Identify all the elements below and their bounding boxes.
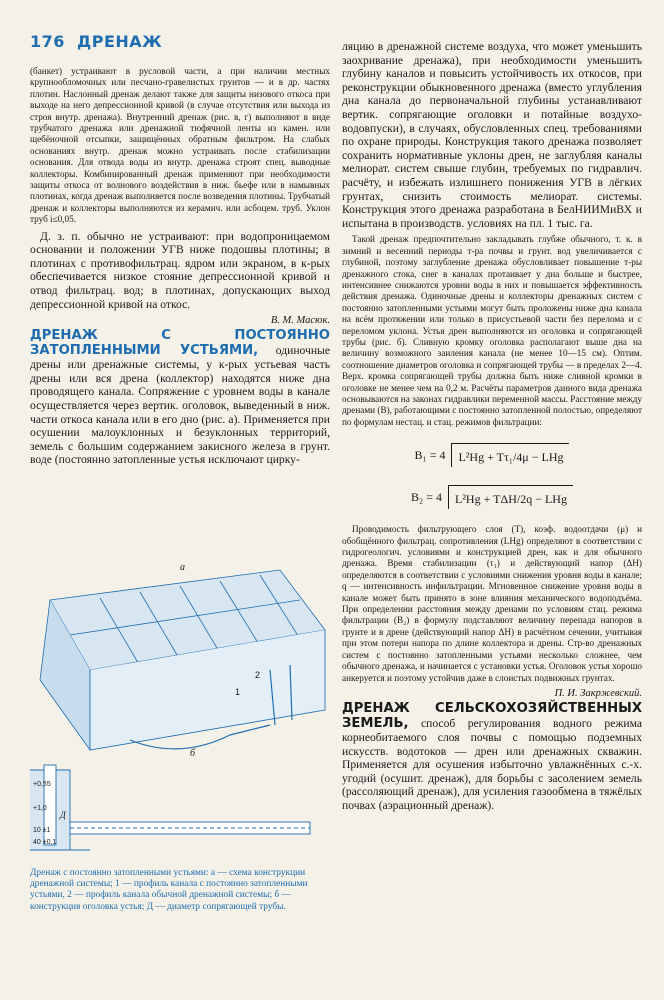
figure-label-1: 1 xyxy=(235,687,241,697)
right-column xyxy=(342,40,642,816)
figure-caption: Дренаж с постоянно затопленными устьями: а — схема конструкции дренажной системы; 1 — профиль канала с постоянно затопленными устьями, 2 — профиль канала обычной дренажной системы; б — конструкция оголовка устья; Д — диаметр сопрягающей трубы. xyxy=(30,868,308,912)
page-number: 176 xyxy=(30,32,65,51)
outlet-cross-section xyxy=(30,765,310,850)
term-body: одиночные дрены или дренажные системы, у к-рых устьевая часть дрены или вся дрена (коллектор) находятся ниже дна проводящего канала. Сопряжение с уровнем воды в канале осуществляется через вертик. оголовок, выведенный в ниж. части откоса канала или в его дно (рис. а). Применяется при осушении малоуклонных и безуклонных территорий, земель с большим содержанием закисного железа в грунт. воде (постоянно затопленные устья исключают цирку- xyxy=(30,344,330,467)
term-entry xyxy=(30,328,330,467)
term2-title: ДРЕНАЖ СЕЛЬСКОХОЗЯЙСТВЕННЫХ ЗЕМЕЛЬ, xyxy=(342,700,642,731)
right-paragraph-2: Такой дренаж предпочтительно закладывать глубже обычного, т. к. в зимний и весенний периоды т-ра почвы и грунт. вод увеличивается с глубиной, поэтому заглубление дренажа обусловливает повышение т-ры дренажного стока, снег в каналах протаивает у дна больше и быстрее, интенсивнее снижаются уровни воды в них и повышается эффективность действия дренажа. Одиночные дрены и коллекторы дренажных систем с постоянно затопленными устьями могут быть проложены ниже дна канала на всём протяжении или только в присустьевой части без перелома и с переломом уклона. Устья дрен выполняются из оголовка и сопрягающей трубы (рис. б). Сливную кромку оголовка располагают выше дна на величину возможного заиления канала (не менее 10—15 см). Оптим. соотношение диаметров оголовка и сопрягающей трубы — в пределах 2—4. Верх. кромка сопрягающей трубы должна быть ниже сливной кромки в оголовке не менее чем на 0,2 м. Расчёты параметров данного вида дренажа основываются на законах гидравлики переменной массы. Расстояние между дренами (B), работающими с постоянно затопленной полостью, определяют по формулам нестац. и стац. режимов фильтрации: xyxy=(342,234,642,427)
dimension-label-3: 10 ±1 xyxy=(33,827,51,834)
field-grid-drawing xyxy=(40,570,325,750)
term2-body: способ регулирования водного режима корнеобитаемого слоя почвы с помощью подземных искусств. водотоков — дрен или дренажных скважин. Применяется для осушения избыточно увлажнённых с.-х. угодий (осушит. дренаж), для борьбы с засолением земель (рассоляющий дренаж), для усиления газообмена в тяжёлых почвах (аэрационный дренаж). xyxy=(342,716,642,812)
formula-b1-lhs: B₁ = 4 xyxy=(414,447,446,462)
formula-block xyxy=(342,434,642,518)
term-title: ДРЕНАЖ С ПОСТОЯННО ЗАТОПЛЕННЫМИ УСТЬЯМИ, xyxy=(30,328,330,359)
figure-label-2: 2 xyxy=(255,670,261,680)
formula-b2-lhs: B₂ = 4 xyxy=(411,489,442,504)
right-paragraph-1: ляцию в дренажной системе воздуха, что может уменьшить заохривание дренажа), при необходимости уменьшить глубину каналов и повысить устойчивость их откосов, при реконструкции обыкновенного дренажа (вместо углубления дна канала до первоначальной глубины устанавливают вертик. сопрягающие оголовки и потайные воздухо-водовпуски), в случаях, обусловленных спец. требованиями по охране природы. Конструкция такого дренажа позволяет сохранить нормативные уклоны дрен, не заглубляя каналы мелиорат. систем свыше глубин, требуемых по гидравлич. расчёту, и избежать излишнего понижения УГВ в лёгких грунтах, снизить стоимость мелиорат. системы. Конструкция этого дренажа разработана в БелНИИМиВХ и испытана в производств. условиях на пл. 1 тыс. га. xyxy=(342,40,642,230)
formula-b1 xyxy=(342,434,642,476)
left-paragraph-1: (банкет) устраивают в русловой части, а при наличии местных крупнообломочных или песчано-гравелистых грунтов — и в др. частях плотин. Наслонный дренаж делают также для защиты низового откоса при выходе на него депрессионной кривой (в случае отсутствия или выхода из строя внутр. дренажа). Внутренний дренаж (рис. в, г) выполняют в виде трубчатого дренажа или дренажной тюфячной ленты из камен. или щебёночной отсыпки, защищённых обратным фильтром. На слабых основаниях внутр. дренаж можно устраивать после стабилизации основания. Для отвода воды из внутр. дренажа строят спец. выводные коллекторы. Комбинированный дренаж применяют при необходимости защиты откоса от волнового воздействия в ниж. бьефе или в намывных плотинах, когда дренаж выполняется после возведения плотины. Трубчатый дренаж и коллекторы выполняются из керамич. или асбоцем. труб. Уклон труб i≤0,05. xyxy=(30,66,330,225)
dimension-label-4: 40 ±0,1 xyxy=(33,839,57,846)
signature-masyuk: В. М. Масюк. xyxy=(270,315,330,327)
drainage-figure xyxy=(30,560,330,860)
figure-label-b: б xyxy=(190,748,196,759)
figure-label-D: Д xyxy=(60,810,66,820)
dimension-label-2: +1,0 xyxy=(33,805,47,812)
formula-b1-body: L²Hg + Tτ₁/4μ − LHg xyxy=(451,443,569,467)
formula-b2 xyxy=(342,476,642,518)
page-title: ДРЕНАЖ xyxy=(76,32,163,51)
left-column xyxy=(30,66,330,471)
page-header xyxy=(30,32,162,51)
signature-zakrzhevsky: П. И. Закржевский. xyxy=(554,687,642,699)
formula-b2-body: L²Hg + TΔH/2q − LHg xyxy=(448,485,573,509)
right-paragraph-3: Проводимость фильтрующего слоя (T), коэф. водоотдачи (μ) и обобщённого фильтрац. сопротивления (LHg) определяют в соответствии с гидрогеологич. условиями и конструкцией дрен, как и для обычного дренажа. Время стабилизации (τ₁) и действующий напор (ΔH) определяются в соответствии с условиями снижения уровня воды в канале; q — интенсивность инфильтрации. Мгновенное снижение уровня воды в канале может быть принято в зоне влияния механического водоподъёма. При определении расстояния между дренами по условиям стац. режима фильтрации (B₂) в формулу подставляют величину перепада напоров в грунте и в дрене (действующий напор ΔH) в расчётном сечении, учитывая при этом потери напора по длине коллектора и дрены. Стр-во дренажных систем с постоянно затопленными устьями несколько сложнее, чем обычного дренажа, и начинается с установки устья. Оголовок устья хорошо анкеруется и поэтому устойчив даже в слоистых подвижных грунтах. xyxy=(342,524,642,683)
left-paragraph-2: Д. з. п. обычно не устраивают: при водопроницаемом основании и положении УГВ ниже подошвы плотины; в плотинах с противофильтрац. ядром или экраном, в к-рых обеспечивается низкое стояние депрессионной кривой и отвод фильтрац. вод; в плотинах, допускающих выход депрессионной кривой на откос. xyxy=(30,229,330,311)
term2-entry xyxy=(342,701,642,813)
dimension-label-1: +0,55 xyxy=(33,781,51,788)
figure-label-a: а xyxy=(180,562,185,573)
